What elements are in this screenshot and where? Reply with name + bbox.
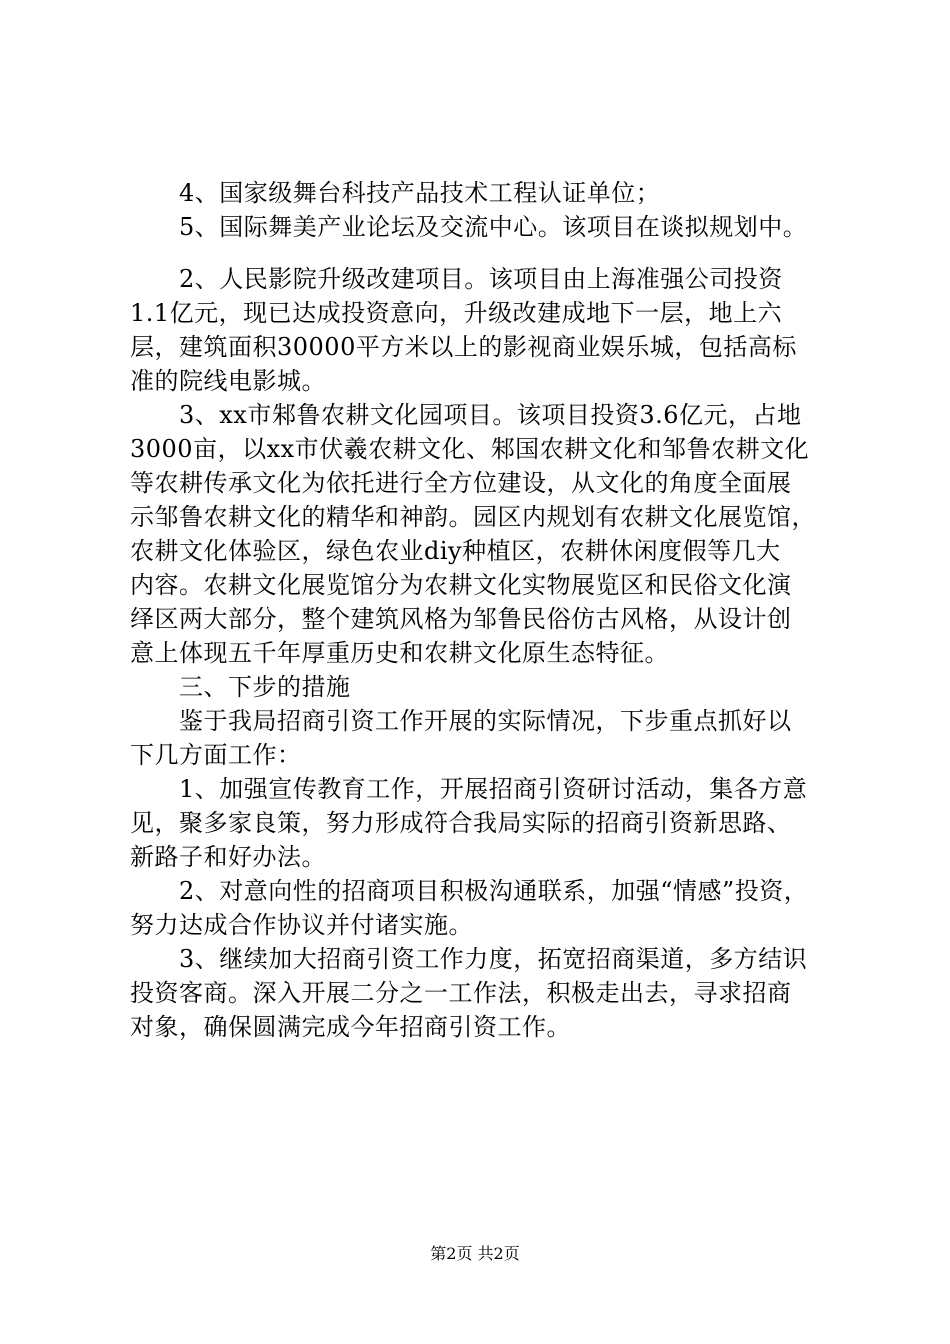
text-line: 绎区两大部分，整个建筑风格为邹鲁民俗仿古风格，从设计创 <box>130 605 792 633</box>
text-line: 等农耕传承文化为依托进行全方位建设，从文化的角度全面展 <box>130 469 792 497</box>
text-line: 3、xx市邾鲁农耕文化园项目。该项目投资3.6亿元，占地 <box>130 401 802 429</box>
text-line: 投资客商。深入开展二分之一工作法，积极走出去，寻求招商 <box>130 979 792 1007</box>
text-line: 新路子和好办法。 <box>130 843 326 871</box>
text-line: 5、国际舞美产业论坛及交流中心。该项目在谈拟规划中。 <box>130 213 808 241</box>
text-line: 层，建筑面积30000平方米以上的影视商业娱乐城，包括高标 <box>130 333 797 361</box>
page-number-footer: 第2页 共2页 <box>430 1244 520 1263</box>
text-line: 努力达成合作协议并付诸实施。 <box>130 911 473 939</box>
text-line: 意上体现五千年厚重历史和农耕文化原生态特征。 <box>130 639 669 667</box>
text-line: 准的院线电影城。 <box>130 367 326 395</box>
section-heading: 三、下步的措施 <box>130 673 351 701</box>
text-line: 3、继续加大招商引资工作力度，拓宽招商渠道，多方结识 <box>130 945 808 973</box>
text-line: 2、对意向性的招商项目积极沟通联系，加强“情感”投资， <box>130 877 809 905</box>
text-line: 2、人民影院升级改建项目。该项目由上海准强公司投资 <box>130 265 783 293</box>
text-line: 1、加强宣传教育工作，开展招商引资研讨活动，集各方意 <box>130 775 808 803</box>
text-line: 内容。农耕文化展览馆分为农耕文化实物展览区和民俗文化演 <box>130 571 792 599</box>
text-line: 1.1亿元，现已达成投资意向，升级改建成地下一层，地上六 <box>130 299 783 327</box>
text-line: 示邹鲁农耕文化的精华和神韵。园区内规划有农耕文化展览馆， <box>130 503 816 531</box>
text-line: 下几方面工作： <box>130 741 302 769</box>
text-line: 4、国家级舞台科技产品技术工程认证单位； <box>130 179 661 207</box>
text-line: 鉴于我局招商引资工作开展的实际情况，下步重点抓好以 <box>130 707 792 735</box>
text-line: 农耕文化体验区，绿色农业diy种植区，农耕休闲度假等几大 <box>130 537 781 565</box>
text-line: 见，聚多家良策，努力形成符合我局实际的招商引资新思路、 <box>130 809 792 837</box>
text-line: 3000亩，以xx市伏羲农耕文化、邾国农耕文化和邹鲁农耕文化 <box>130 435 810 463</box>
text-line: 对象，确保圆满完成今年招商引资工作。 <box>130 1013 571 1041</box>
